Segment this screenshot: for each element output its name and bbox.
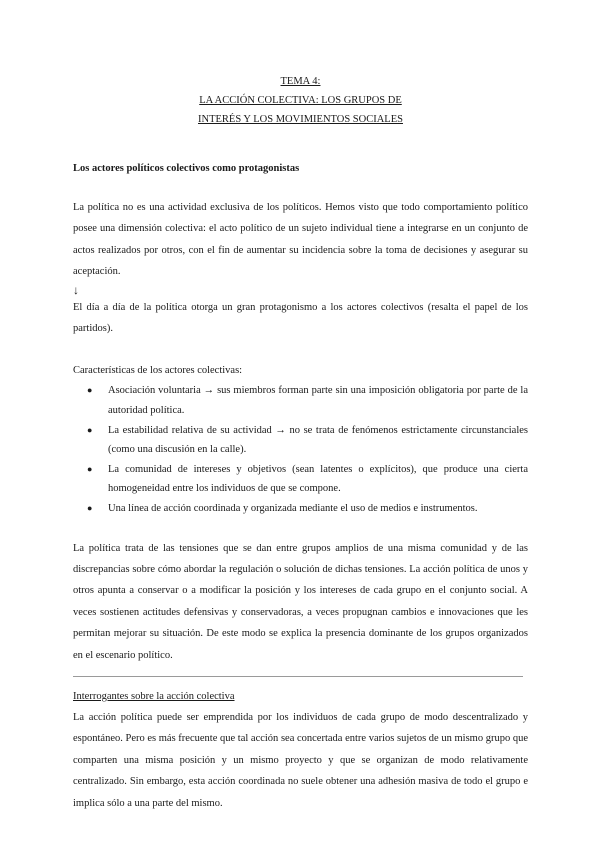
paragraph-3: La política trata de las tensiones que se dan entre grupos amplios de una misma comunidad y de las discrepancias sobre cómo abordar la regulación o solución de dichas tensiones. La acción política de unos y otros apunta a conservar o a modificar la posición y los intereses de cada grupo en el conjunto social. A veces sostienen actitudes defensivas y conservadoras, a veces propugnan cambios e innovaciones que les permitan mejorar su situación. De este modo se explica la presencia dominante de los grupos organizados en el escenario político.: [73, 542, 528, 661]
list-item: [73, 460, 528, 499]
title-line-3: INTERÉS Y LOS MOVIMIENTOS SOCIALES: [198, 114, 403, 125]
sub-heading: Interrogantes sobre la acción colectiva: [73, 691, 235, 703]
horizontal-divider: [73, 676, 523, 677]
bullet-icon: ●: [87, 503, 93, 513]
list-item: [73, 421, 528, 460]
characteristics-heading: Características de los actores colectivas:: [73, 365, 243, 377]
characteristics-list: [73, 381, 528, 518]
paragraph-1: La política no es una actividad exclusiva de los políticos. Hemos visto que todo comportamiento político posee una dimensión colectiva: el acto político de un sujeto individual tiene a integrarse en un conjunto de actos realizados por otros, con el fin de aumentar su incidencia sobre la toma de decisiones y asegurar su aceptación.: [73, 202, 528, 278]
title-line-1: TEMA 4:: [280, 76, 321, 87]
document-page: [73, 72, 528, 814]
down-arrow-icon: ↓: [73, 282, 79, 297]
bullet-icon: ●: [87, 424, 93, 435]
list-item: [73, 381, 528, 420]
list-item-text: Una línea de acción coordinada y organizada mediante el uso de medios e instrumentos.: [108, 503, 478, 514]
bullet-icon: ●: [87, 385, 93, 396]
section-heading: Los actores políticos colectivos como protagonistas: [73, 163, 300, 174]
bullet-icon: ●: [87, 463, 93, 474]
list-item-text: La comunidad de intereses y objetivos (sean latentes o explícitos), que produce una cierta homogeneidad entre los individuos de que se compone.: [108, 463, 528, 495]
list-item-text: La estabilidad relativa de su actividad → no se trata de fenómenos estrictamente circunstanciales (como una discusión en la calle).: [108, 424, 528, 456]
paragraph-4: La acción política puede ser emprendida por los individuos de cada grupo de modo descentralizado y espontáneo. Pero es más frecuente que tal acción sea concertada entre varios sujetos de un mismo grupo que comparten una misma posición y un mismo proyecto y que se organizan de modo relativamente centralizado. Sin embargo, esta acción coordinada no suele obtener una adhesión masiva de todo el grupo e implica sólo a una parte del mismo.: [73, 712, 528, 809]
list-item-text: Asociación voluntaria → sus miembros forman parte sin una imposición obligatoria por parte de la autoridad política.: [108, 385, 528, 417]
document-title: [73, 72, 528, 129]
title-line-2: LA ACCIÓN COLECTIVA: LOS GRUPOS DE: [199, 95, 402, 106]
list-item: [73, 499, 528, 519]
paragraph-2: El día a día de la política otorga un gran protagonismo a los actores colectivos (resalta el papel de los partidos).: [73, 301, 528, 335]
